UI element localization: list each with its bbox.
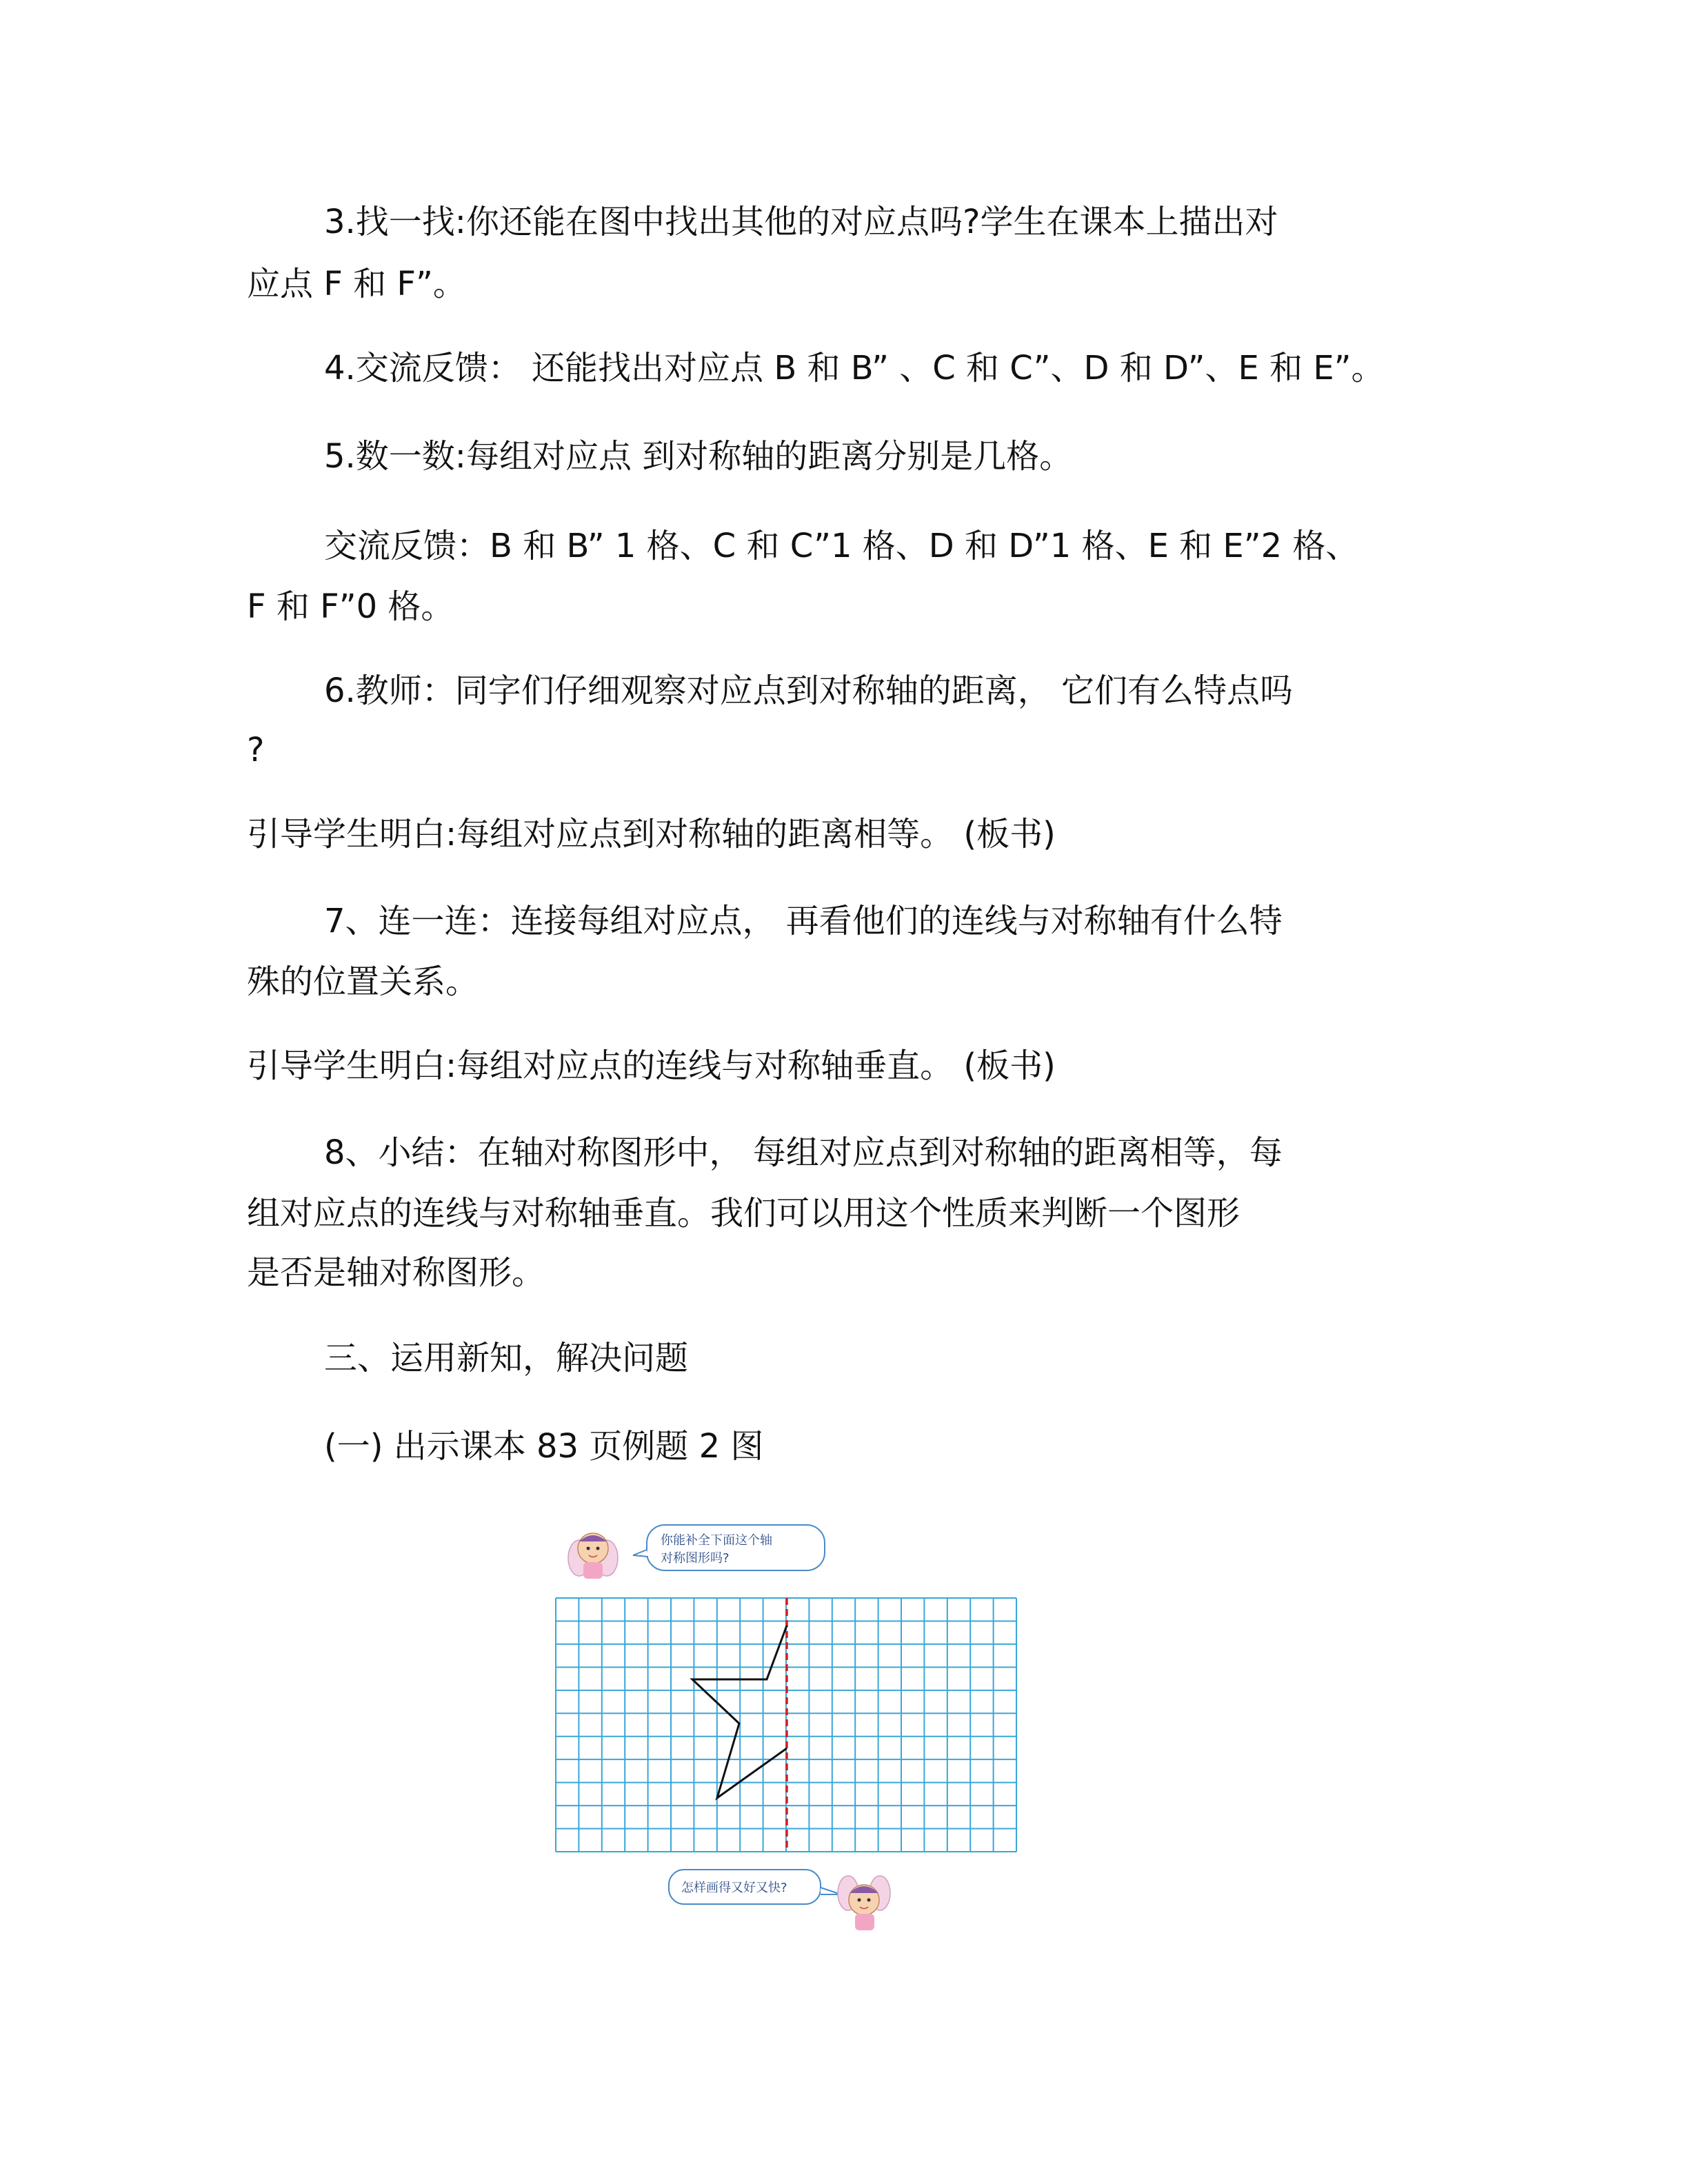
line-7: 6.教师：同字们仔细观察对应点到对称轴的距离， 它们有么特点吗 <box>324 671 1294 710</box>
line-2: 应点 F 和 F”。 <box>247 265 466 303</box>
bubble-bottom-text: 怎样画得又好又快? <box>681 1881 787 1895</box>
line-8: ? <box>247 731 265 769</box>
symmetry-grid-figure <box>552 1510 1034 1951</box>
bubble-top-line2: 对称图形吗? <box>661 1551 730 1566</box>
line-13: 8、小结：在轴对称图形中， 每组对应点到对称轴的距离相等，每 <box>324 1133 1283 1172</box>
cartoon-angel-icon <box>568 1533 618 1579</box>
line-5: 交流反馈：B 和 B” 1 格、C 和 C”1 格、D 和 D”1 格、E 和 E”2 格、 <box>324 527 1359 565</box>
speech-bubble-top <box>633 1525 825 1570</box>
line-9: 引导学生明白:每组对应点到对称轴的距离相等。 (板书) <box>247 815 1056 853</box>
line-15: 是否是轴对称图形。 <box>247 1253 545 1292</box>
line-14: 组对应点的连线与对称轴垂直。我们可以用这个性质来判断一个图形 <box>247 1194 1240 1233</box>
line-3: 4.交流反馈： 还能找出对应点 B 和 B” 、C 和 C”、D 和 D”、E 和 E”。 <box>324 349 1385 387</box>
line-4: 5.数一数:每组对应点 到对称轴的距离分别是几格。 <box>324 437 1073 476</box>
textbook-figure <box>552 1510 1034 1951</box>
line-10: 7、连一连：连接每组对应点， 再看他们的连线与对称轴有什么特 <box>324 902 1283 940</box>
line-16: 三、运用新知，解决问题 <box>324 1339 689 1377</box>
line-17: (一) 出示课本 83 页例题 2 图 <box>324 1427 764 1466</box>
line-1: 3.找一找:你还能在图中找出其他的对应点吗?学生在课本上描出对 <box>324 203 1278 241</box>
cartoon-angel-icon-bottom <box>838 1876 890 1930</box>
line-6: F 和 F”0 格。 <box>247 587 454 626</box>
line-11: 殊的位置关系。 <box>247 962 479 1001</box>
bubble-top-line1: 你能补全下面这个轴 <box>661 1533 772 1548</box>
line-12: 引导学生明白:每组对应点的连线与对称轴垂直。 (板书) <box>247 1046 1056 1085</box>
speech-bubble-bottom <box>669 1870 841 1904</box>
